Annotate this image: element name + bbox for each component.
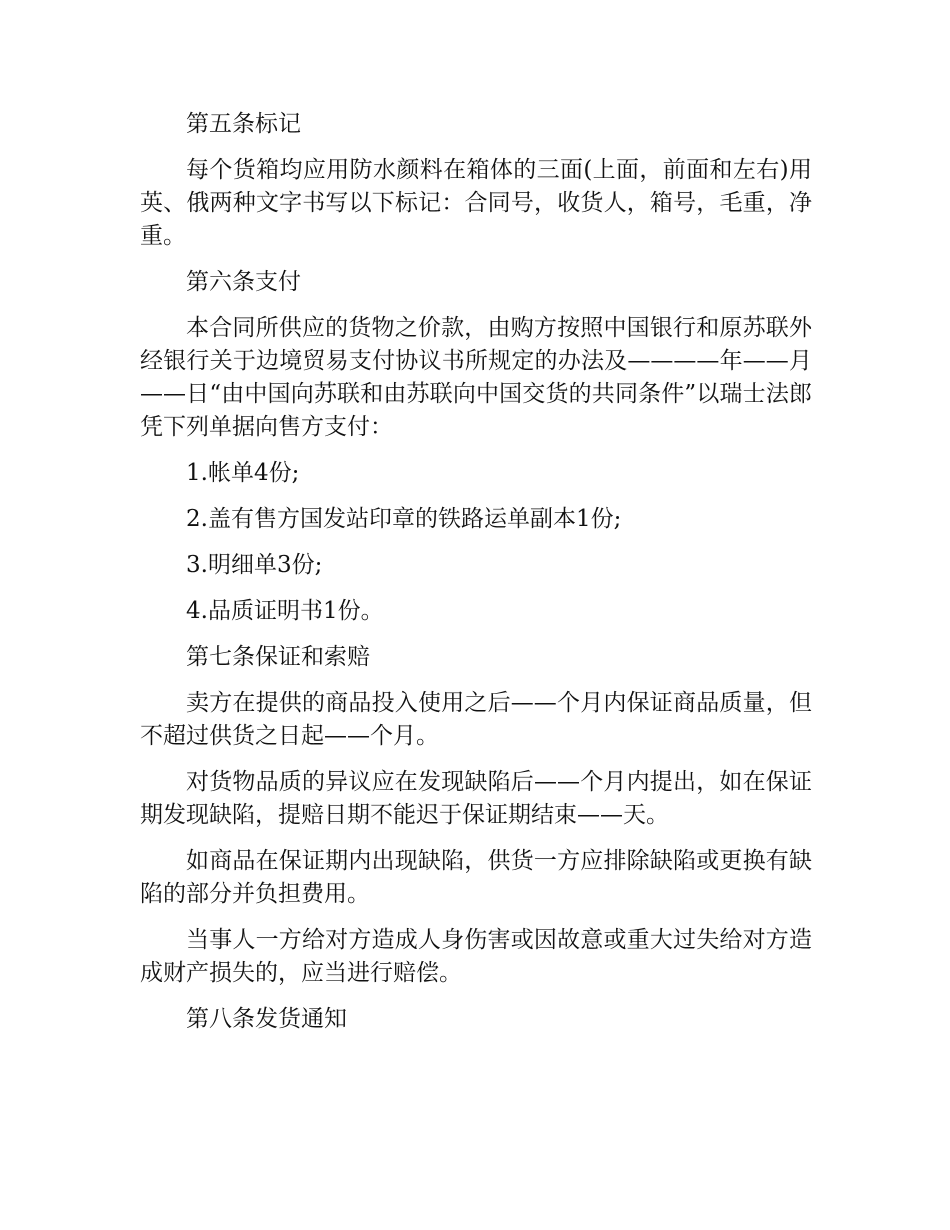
paragraph-guarantee: 卖方在提供的商品投入使用之后——个月内保证商品质量，但不超过供货之日起——个月。: [140, 690, 812, 749]
paragraph-quality-objection: 对货物品质的异议应在发现缺陷后——个月内提出，如在保证期发现缺陷，提赔日期不能迟于保证期结束——天。: [140, 769, 812, 828]
paragraph-compensation: 当事人一方给对方造成人身伤害或因故意或重大过失给对方造成财产损失的，应当进行赔偿。: [140, 927, 812, 986]
paragraph-marking: 每个货箱均应用防水颜料在箱体的三面(上面，前面和左右)用英、俄两种文字书写以下标记：合同号，收货人，箱号，毛重，净重。: [140, 157, 812, 249]
paragraph-defect-remedy: 如商品在保证期内出现缺陷，供货一方应排除缺陷或更换有缺陷的部分并负担费用。: [140, 848, 812, 907]
paragraph-payment: 本合同所供应的货物之价款，由购方按照中国银行和原苏联外经银行关于边境贸易支付协议书所规定的办法及————年——月——日“由中国向苏联和由苏联向中国交货的共同条件”以瑞士法郎凭下列单据向售方支付：: [140, 315, 812, 440]
section-heading-article-8: 第八条发货通知: [186, 1006, 347, 1032]
list-item-invoice: 1.帐单4份;: [186, 460, 300, 486]
document-body: [140, 108, 812, 1049]
section-heading-article-7: 第七条保证和索赔: [186, 644, 370, 670]
list-item-quality-certificate: 4.品质证明书1份。: [186, 598, 384, 624]
list-item-waybill: 2.盖有售方国发站印章的铁路运单副本1份;: [186, 506, 622, 532]
list-item-packing-list: 3.明细单3份;: [186, 552, 323, 578]
section-heading-article-5: 第五条标记: [186, 111, 301, 137]
section-heading-article-6: 第六条支付: [186, 269, 301, 295]
